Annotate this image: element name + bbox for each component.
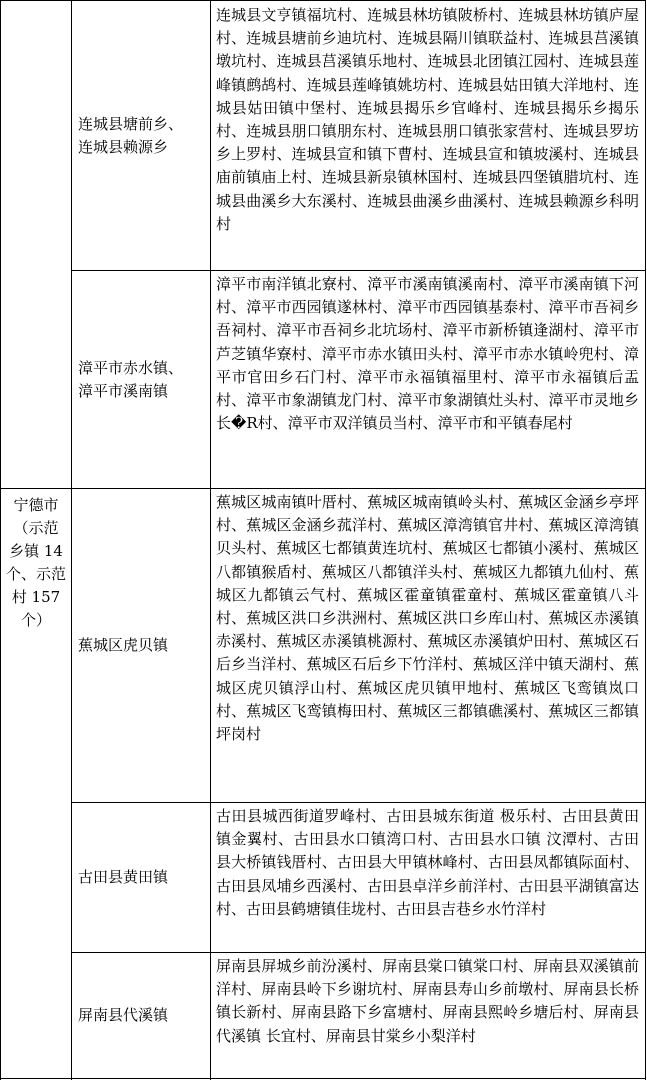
villages-cell: 屏南县屏城乡前汾溪村、屏南县棠口镇棠口村、屏南县双溪镇前洋村、屏南县岭下乡谢坑村、屏南县寿山乡前墩村、屏南县长桥镇长新村、屏南县路下乡富塘村、屏南县熙岭乡塘后村、屏南县代溪镇 长宜村、屏南县甘棠乡小梨洋村 — [216, 957, 639, 1045]
town-name — [78, 866, 168, 889]
town-name — [78, 113, 183, 159]
town-cell — [72, 489, 210, 802]
region-note-line: （示范 — [13, 519, 59, 537]
villages-cell: 连城县文亨镇福坑村、连城县林坊镇陂桥村、连城县林坊镇庐屋村、连城县塘前乡迪坑村、连城县隔川镇联益村、连城县莒溪镇墩坑村、连城县莒溪镇乐地村、连城县北团镇江园村、连城县莲峰镇鹧鸪村、连城县莲峰镇姚坊村、连城县姑田镇大洋地村、连城县姑田镇中堡村、连城县揭乐乡官峰村、连城县揭乐乡揭乐村、连城县朋口镇朋东村、连城县朋口镇张家营村、连城县罗坊乡上罗村、连城县宣和镇下曹村、连城县宣和镇坡溪村、连城县庙前镇庙上村、连城县新泉镇林国村、连城县四堡镇腊坑村、连城县曲溪乡大东溪村、连城县曲溪乡曲溪村、连城县赖源乡科明村 — [216, 6, 639, 233]
region-note-line: 个） — [20, 611, 51, 629]
town-name-line: 连城县赖源乡 — [78, 138, 169, 156]
town-name-line: 漳平市赤水镇、 — [78, 358, 184, 377]
row-divider — [0, 488, 646, 489]
region-note-line: 村 157 — [11, 588, 61, 606]
town-name-line: 连城县塘前乡、 — [78, 115, 184, 133]
town-name — [78, 357, 183, 403]
town-name-line: 屏南县代溪镇 — [78, 1005, 169, 1024]
town-cell — [72, 803, 210, 952]
region-cell — [1, 489, 71, 637]
town-name-line: 漳平市溪南镇 — [78, 381, 169, 400]
region-text — [6, 494, 66, 632]
town-name — [78, 634, 168, 657]
region-name: 宁德市 — [13, 496, 59, 514]
villages-cell: 漳平市南洋镇北寮村、漳平市溪南镇溪南村、漳平市溪南镇下河村、漳平市西园镇遂林村、漳平市西园镇基泰村、漳平市吾祠乡吾祠村、漳平市吾祠乡北坑场村、漳平市新桥镇逢湖村、漳平市芦芝镇华寮村、漳平市赤水镇田头村、漳平市赤水镇岭兜村、漳平市官田乡石门村、漳平市永福镇福里村、漳平市永福镇后盂村、漳平市象湖镇龙门村、漳平市象湖镇灶头村、漳平市灵地乡长�R村、漳平市双洋镇员当村、漳平市和平镇春尾村 — [216, 275, 639, 433]
villages-cell: 古田县城西街道罗峰村、古田县城东街道 极乐村、古田县黄田镇金翼村、古田县水口镇湾口村、古田县水口镇 汶潭村、古田县大桥镇钱厝村、古田县大甲镇林峰村、古田县凤都镇际面村、古田县凤埔乡西溪村、古田县卓洋乡前洋村、古田县平湖镇富达村、古田县鹤塘镇佳垅村、古田县吉巷乡水竹洋村 — [216, 807, 639, 918]
town-name — [78, 1004, 168, 1027]
column-divider — [71, 0, 72, 1080]
region-note-line: 乡镇 14 — [9, 542, 63, 560]
table-border-bottom — [0, 1078, 646, 1079]
row-divider — [71, 952, 646, 953]
row-divider — [71, 270, 646, 271]
region-note-line: 个、示范 — [5, 565, 66, 583]
town-name-line: 古田县黄田镇 — [78, 868, 169, 886]
table-border-right — [645, 0, 646, 1080]
row-divider — [71, 802, 646, 803]
town-cell — [72, 2, 210, 270]
town-cell — [72, 953, 210, 1077]
table-border-top — [0, 0, 646, 1]
villages-cell: 蕉城区城南镇叶厝村、蕉城区城南镇岭头村、蕉城区金涵乡亭坪村、蕉城区金涵乡菰洋村、蕉城区漳湾镇官井村、蕉城区漳湾镇贝头村、蕉城区七都镇黄连坑村、蕉城区七都镇小溪村、蕉城区八都镇猴盾村、蕉城区八都镇洋头村、蕉城区九都镇九仙村、蕉城区九都镇云气村、蕉城区霍童镇霍童村、蕉城区霍童镇八斗村、蕉城区洪口乡洪洲村、蕉城区洪口乡库山村、蕉城区赤溪镇赤溪村、蕉城区赤溪镇桃源村、蕉城区赤溪镇炉田村、蕉城区石后乡当洋村、蕉城区石后乡下竹洋村、蕉城区洋中镇天湖村、蕉城区虎贝镇浮山村、蕉城区虎贝镇甲地村、蕉城区飞鸾镇岚口村、蕉城区飞鸾镇梅田村、蕉城区三都镇礁溪村、蕉城区三都镇坪岗村 — [216, 493, 639, 744]
town-name-line: 蕉城区虎贝镇 — [78, 636, 169, 654]
column-divider — [210, 0, 211, 1080]
town-cell — [72, 271, 210, 488]
table-border-left — [0, 0, 1, 1080]
